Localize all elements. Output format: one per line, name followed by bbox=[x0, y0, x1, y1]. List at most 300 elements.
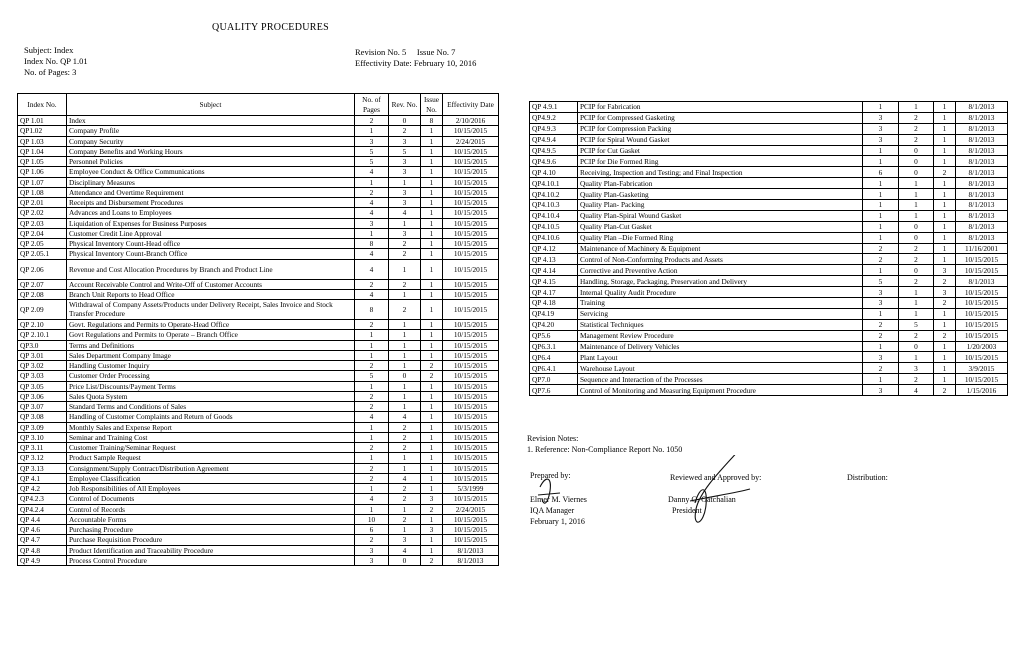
cell-subject: PCIP for Compressed Gasketing bbox=[578, 112, 863, 123]
cell-pages: 2 bbox=[863, 319, 899, 330]
table-row bbox=[530, 102, 1008, 113]
cell-issue: 1 bbox=[421, 218, 443, 228]
cell-date: 8/1/2013 bbox=[956, 134, 1008, 145]
cell-subject: Control of Monitoring and Measuring Equipment Procedure bbox=[578, 385, 863, 396]
cell-date: 8/1/2013 bbox=[956, 102, 1008, 113]
cell-pages: 1 bbox=[355, 330, 389, 340]
cell-pages: 1 bbox=[355, 126, 389, 136]
cell-issue: 2 bbox=[934, 298, 956, 309]
cell-rev: 2 bbox=[899, 112, 934, 123]
cell-rev: 2 bbox=[899, 254, 934, 265]
cell-index: QP5.6 bbox=[530, 330, 578, 341]
cell-date: 10/15/2015 bbox=[443, 494, 499, 504]
cell-index: QP4.10.4 bbox=[530, 210, 578, 221]
cell-rev: 3 bbox=[899, 363, 934, 374]
cell-rev: 2 bbox=[389, 300, 421, 320]
table-row bbox=[18, 167, 499, 177]
cell-issue: 1 bbox=[421, 249, 443, 259]
cell-issue: 1 bbox=[421, 157, 443, 167]
cell-subject: Receipts and Disbursement Procedures bbox=[67, 198, 355, 208]
cell-index: QP 1.07 bbox=[18, 177, 67, 187]
cell-index: QP6.4 bbox=[530, 352, 578, 363]
cell-index: QP4.10.2 bbox=[530, 189, 578, 200]
cell-pages: 5 bbox=[355, 371, 389, 381]
cell-date: 8/1/2013 bbox=[956, 156, 1008, 167]
cell-rev: 3 bbox=[389, 198, 421, 208]
cell-subject: Training bbox=[578, 298, 863, 309]
cell-date: 10/15/2015 bbox=[443, 361, 499, 371]
table-row bbox=[18, 494, 499, 504]
col-header-subject: Subject bbox=[67, 94, 355, 116]
cell-subject: Handling, Storage, Packaging, Preservation and Delivery bbox=[578, 276, 863, 287]
cell-issue: 1 bbox=[934, 363, 956, 374]
cell-pages: 1 bbox=[355, 350, 389, 360]
cell-rev: 3 bbox=[389, 187, 421, 197]
cell-index: QP 2.07 bbox=[18, 279, 67, 289]
cell-pages: 3 bbox=[863, 134, 899, 145]
cell-pages: 1 bbox=[355, 432, 389, 442]
table-row bbox=[18, 473, 499, 483]
cell-subject: Standard Terms and Conditions of Sales bbox=[67, 402, 355, 412]
cell-pages: 1 bbox=[863, 308, 899, 319]
cell-rev: 1 bbox=[899, 287, 934, 298]
table-row bbox=[530, 276, 1008, 287]
table-row bbox=[18, 432, 499, 442]
cell-subject: Control of Records bbox=[67, 504, 355, 514]
cell-pages: 4 bbox=[355, 167, 389, 177]
cell-pages: 1 bbox=[355, 422, 389, 432]
cell-rev: 2 bbox=[899, 134, 934, 145]
cell-subject: Govt Regulations and Permits to Operate – Branch Office bbox=[67, 330, 355, 340]
cell-date: 8/1/2013 bbox=[956, 276, 1008, 287]
cell-subject: Customer Training/Seminar Request bbox=[67, 443, 355, 453]
cell-subject: PCIP for Die Formed Ring bbox=[578, 156, 863, 167]
table-row bbox=[530, 123, 1008, 134]
cell-pages: 6 bbox=[863, 167, 899, 178]
cell-index: QP 3.02 bbox=[18, 361, 67, 371]
cell-pages: 10 bbox=[355, 514, 389, 524]
cell-subject: Employee Conduct & Office Communications bbox=[67, 167, 355, 177]
cell-date: 10/15/2015 bbox=[443, 187, 499, 197]
table-row bbox=[18, 443, 499, 453]
cell-rev: 1 bbox=[899, 178, 934, 189]
cell-index: QP 4.12 bbox=[530, 243, 578, 254]
cell-subject: Sales Department Company Image bbox=[67, 350, 355, 360]
table-row bbox=[530, 112, 1008, 123]
cell-pages: 2 bbox=[355, 463, 389, 473]
preparer-title: IQA Manager bbox=[530, 506, 575, 515]
cell-subject: Index bbox=[67, 116, 355, 126]
cell-date: 10/15/2015 bbox=[443, 228, 499, 238]
cell-date: 8/1/2013 bbox=[443, 545, 499, 555]
cell-rev: 3 bbox=[389, 167, 421, 177]
cell-pages: 2 bbox=[355, 320, 389, 330]
cell-issue: 1 bbox=[934, 210, 956, 221]
cell-date: 10/15/2015 bbox=[956, 254, 1008, 265]
cell-pages: 2 bbox=[863, 243, 899, 254]
cell-date: 10/15/2015 bbox=[443, 453, 499, 463]
cell-rev: 2 bbox=[389, 484, 421, 494]
cell-issue: 2 bbox=[421, 504, 443, 514]
cell-rev: 1 bbox=[389, 381, 421, 391]
cell-date: 10/15/2015 bbox=[443, 330, 499, 340]
cell-issue: 1 bbox=[421, 279, 443, 289]
table-row bbox=[530, 298, 1008, 309]
cell-rev: 0 bbox=[899, 156, 934, 167]
cell-subject: Handling Customer Inquiry bbox=[67, 361, 355, 371]
table-row bbox=[18, 371, 499, 381]
cell-issue: 1 bbox=[421, 381, 443, 391]
cell-rev: 2 bbox=[389, 279, 421, 289]
cell-date: 10/15/2015 bbox=[956, 265, 1008, 276]
table-row bbox=[530, 167, 1008, 178]
table-row bbox=[530, 385, 1008, 396]
cell-rev: 2 bbox=[899, 243, 934, 254]
cell-issue: 3 bbox=[421, 494, 443, 504]
cell-date: 10/15/2015 bbox=[443, 514, 499, 524]
revision-number: Revision No. 5 bbox=[355, 47, 407, 57]
cell-rev: 4 bbox=[389, 545, 421, 555]
table-row bbox=[18, 208, 499, 218]
cell-date: 8/1/2013 bbox=[956, 232, 1008, 243]
page-title: QUALITY PROCEDURES bbox=[212, 22, 329, 33]
cell-index: QP4.10.5 bbox=[530, 221, 578, 232]
cell-rev: 1 bbox=[899, 102, 934, 113]
cell-subject: Account Receivable Control and Write-Off of Customer Accounts bbox=[67, 279, 355, 289]
table-row bbox=[18, 249, 499, 259]
table-row bbox=[18, 218, 499, 228]
cell-issue: 2 bbox=[934, 276, 956, 287]
revision-notes bbox=[527, 433, 682, 455]
cell-subject: Purchasing Procedure bbox=[67, 525, 355, 535]
cell-rev: 1 bbox=[899, 200, 934, 211]
cell-date: 10/15/2015 bbox=[443, 402, 499, 412]
cell-index: QP 1.03 bbox=[18, 136, 67, 146]
cell-index: QP 3.03 bbox=[18, 371, 67, 381]
cell-pages: 3 bbox=[863, 385, 899, 396]
cell-issue: 2 bbox=[934, 385, 956, 396]
cell-index: QP 2.10.1 bbox=[18, 330, 67, 340]
cell-subject: Purchase Requisition Procedure bbox=[67, 535, 355, 545]
cell-issue: 3 bbox=[934, 265, 956, 276]
cell-date: 10/15/2015 bbox=[443, 177, 499, 187]
cell-rev: 0 bbox=[899, 221, 934, 232]
cell-issue: 1 bbox=[934, 308, 956, 319]
cell-rev: 0 bbox=[389, 116, 421, 126]
cell-subject: Employee Classification bbox=[67, 473, 355, 483]
cell-date: 10/15/2015 bbox=[443, 259, 499, 279]
table-row bbox=[18, 361, 499, 371]
cell-index: QP 2.04 bbox=[18, 228, 67, 238]
cell-rev: 5 bbox=[389, 146, 421, 156]
cell-subject: Warehouse Layout bbox=[578, 363, 863, 374]
cell-pages: 1 bbox=[863, 178, 899, 189]
cell-subject: Price List/Discounts/Payment Terms bbox=[67, 381, 355, 391]
cell-pages: 3 bbox=[355, 555, 389, 565]
cell-date: 10/15/2015 bbox=[956, 330, 1008, 341]
cell-date: 10/15/2015 bbox=[443, 289, 499, 299]
cell-date: 8/1/2013 bbox=[956, 210, 1008, 221]
cell-subject: Consignment/Supply Contract/Distribution Agreement bbox=[67, 463, 355, 473]
table-row bbox=[530, 232, 1008, 243]
cell-rev: 3 bbox=[389, 535, 421, 545]
revision-note-line: 1. Reference: Non-Compliance Report No. 1050 bbox=[527, 445, 683, 454]
cell-index: QP6.3.1 bbox=[530, 341, 578, 352]
cell-index: QP 4.17 bbox=[530, 287, 578, 298]
cell-subject: Control of Non-Conforming Products and Assets bbox=[578, 254, 863, 265]
cell-date: 10/15/2015 bbox=[443, 157, 499, 167]
cell-pages: 3 bbox=[355, 218, 389, 228]
cell-pages: 2 bbox=[355, 473, 389, 483]
col-header-rev: Rev. No. bbox=[389, 94, 421, 116]
cell-date: 10/15/2015 bbox=[956, 287, 1008, 298]
cell-index: QP 4.14 bbox=[530, 265, 578, 276]
cell-date: 10/15/2015 bbox=[443, 208, 499, 218]
cell-index: QP6.4.1 bbox=[530, 363, 578, 374]
cell-pages: 6 bbox=[355, 525, 389, 535]
cell-rev: 1 bbox=[389, 259, 421, 279]
cell-index: QP 3.12 bbox=[18, 453, 67, 463]
cell-rev: 2 bbox=[389, 239, 421, 249]
cell-pages: 1 bbox=[863, 341, 899, 352]
cell-subject: Quality Plan-Gasketing bbox=[578, 189, 863, 200]
cell-rev: 1 bbox=[389, 361, 421, 371]
table-row bbox=[18, 157, 499, 167]
cell-subject: Product Sample Request bbox=[67, 453, 355, 463]
cell-issue: 1 bbox=[421, 198, 443, 208]
cell-index: QP 4.15 bbox=[530, 276, 578, 287]
table-row bbox=[530, 265, 1008, 276]
cell-date: 10/15/2015 bbox=[443, 422, 499, 432]
table-row bbox=[530, 363, 1008, 374]
table-row bbox=[530, 287, 1008, 298]
cell-pages: 3 bbox=[863, 298, 899, 309]
table-row bbox=[530, 352, 1008, 363]
cell-pages: 3 bbox=[863, 123, 899, 134]
cell-date: 8/1/2013 bbox=[443, 555, 499, 565]
cell-rev: 2 bbox=[389, 432, 421, 442]
cell-date: 2/24/2015 bbox=[443, 504, 499, 514]
preparer-signature bbox=[538, 479, 560, 503]
cell-rev: 1 bbox=[389, 504, 421, 514]
cell-issue: 1 bbox=[421, 422, 443, 432]
cell-date: 10/15/2015 bbox=[443, 535, 499, 545]
cell-subject: Withdrawal of Company Assets/Products under Delivery Receipt, Sales Invoice and Stock Transfer Procedure bbox=[67, 300, 355, 320]
cell-pages: 4 bbox=[355, 208, 389, 218]
cell-rev: 1 bbox=[899, 352, 934, 363]
cell-rev: 1 bbox=[389, 402, 421, 412]
cell-rev: 1 bbox=[899, 189, 934, 200]
cell-subject: Quality Plan –Die Formed Ring bbox=[578, 232, 863, 243]
cell-subject: Quality Plan-Cut Gasket bbox=[578, 221, 863, 232]
table-row bbox=[18, 279, 499, 289]
cell-pages: 1 bbox=[355, 177, 389, 187]
cell-index: QP 2.05 bbox=[18, 239, 67, 249]
cell-subject: Customer Order Processing bbox=[67, 371, 355, 381]
cell-date: 10/15/2015 bbox=[443, 239, 499, 249]
cell-pages: 5 bbox=[355, 146, 389, 156]
table-row bbox=[18, 146, 499, 156]
cell-index: QP 2.03 bbox=[18, 218, 67, 228]
cell-issue: 2 bbox=[421, 555, 443, 565]
cell-subject: Quality Plan-Fabrication bbox=[578, 178, 863, 189]
table-row bbox=[530, 210, 1008, 221]
cell-rev: 3 bbox=[389, 157, 421, 167]
cell-issue: 1 bbox=[421, 473, 443, 483]
table-row bbox=[530, 319, 1008, 330]
cell-issue: 1 bbox=[421, 167, 443, 177]
cell-pages: 2 bbox=[355, 279, 389, 289]
cell-index: QP 2.09 bbox=[18, 300, 67, 320]
cell-index: QP4.19 bbox=[530, 308, 578, 319]
table-row bbox=[18, 525, 499, 535]
cell-subject: Handling of Customer Complaints and Return of Goods bbox=[67, 412, 355, 422]
cell-rev: 2 bbox=[389, 494, 421, 504]
table-row bbox=[18, 535, 499, 545]
cell-date: 10/15/2015 bbox=[443, 300, 499, 320]
cell-rev: 2 bbox=[899, 276, 934, 287]
table-row bbox=[18, 484, 499, 494]
table-row bbox=[18, 463, 499, 473]
cell-date: 10/15/2015 bbox=[443, 463, 499, 473]
cell-rev: 1 bbox=[899, 308, 934, 319]
cell-date: 10/15/2015 bbox=[443, 525, 499, 535]
cell-date: 8/1/2013 bbox=[956, 200, 1008, 211]
cell-subject: Sequence and Interaction of the Processes bbox=[578, 374, 863, 385]
cell-index: QP 4.7 bbox=[18, 535, 67, 545]
cell-subject: Internal Quality Audit Procedure bbox=[578, 287, 863, 298]
cell-issue: 8 bbox=[421, 116, 443, 126]
effectivity-date: Effectivity Date: February 10, 2016 bbox=[355, 58, 477, 68]
table-row bbox=[530, 243, 1008, 254]
cell-issue: 1 bbox=[421, 136, 443, 146]
cell-rev: 1 bbox=[899, 210, 934, 221]
cell-date: 10/15/2015 bbox=[443, 249, 499, 259]
cell-subject: Maintenance of Machinery & Equipment bbox=[578, 243, 863, 254]
cell-subject: Company Profile bbox=[67, 126, 355, 136]
approver-signature bbox=[690, 455, 750, 522]
cell-date: 10/15/2015 bbox=[443, 320, 499, 330]
issue-number: Issue No. 7 bbox=[416, 47, 456, 57]
cell-date: 10/15/2015 bbox=[443, 350, 499, 360]
cell-issue: 1 bbox=[421, 320, 443, 330]
cell-issue: 1 bbox=[421, 177, 443, 187]
table-header-row bbox=[18, 94, 499, 116]
cell-rev: 1 bbox=[389, 453, 421, 463]
table-row bbox=[530, 200, 1008, 211]
cell-subject: Revenue and Cost Allocation Procedures by Branch and Product Line bbox=[67, 259, 355, 279]
approved-by-label: Reviewed and Approved by: bbox=[670, 473, 762, 482]
cell-issue: 1 bbox=[421, 453, 443, 463]
cell-subject: PCIP for Fabrication bbox=[578, 102, 863, 113]
cell-index: QP 2.06 bbox=[18, 259, 67, 279]
cell-index: QP 2.05.1 bbox=[18, 249, 67, 259]
cell-date: 10/15/2015 bbox=[956, 374, 1008, 385]
cell-issue: 1 bbox=[934, 374, 956, 385]
table-row bbox=[530, 254, 1008, 265]
cell-subject: PCIP for Cut Gasket bbox=[578, 145, 863, 156]
table-row bbox=[18, 239, 499, 249]
cell-pages: 3 bbox=[355, 545, 389, 555]
cell-pages: 2 bbox=[355, 535, 389, 545]
cell-pages: 1 bbox=[863, 102, 899, 113]
prepared-by-label: Prepared by: bbox=[530, 471, 571, 480]
cell-subject: Quality Plan- Packing bbox=[578, 200, 863, 211]
cell-index: QP 3.01 bbox=[18, 350, 67, 360]
cell-issue: 2 bbox=[421, 361, 443, 371]
table-row bbox=[530, 178, 1008, 189]
cell-pages: 1 bbox=[863, 221, 899, 232]
cell-date: 8/1/2013 bbox=[956, 189, 1008, 200]
cell-index: QP 4.8 bbox=[18, 545, 67, 555]
cell-pages: 1 bbox=[863, 145, 899, 156]
cell-issue: 2 bbox=[934, 330, 956, 341]
cell-issue: 1 bbox=[421, 545, 443, 555]
pages-line: No. of Pages: 3 bbox=[24, 67, 77, 77]
cell-issue: 1 bbox=[934, 352, 956, 363]
cell-pages: 1 bbox=[355, 453, 389, 463]
table-row bbox=[18, 545, 499, 555]
cell-date: 10/15/2015 bbox=[443, 126, 499, 136]
col-header-index: Index No. bbox=[18, 94, 67, 116]
cell-index: QP4.9.4 bbox=[530, 134, 578, 145]
cell-date: 10/15/2015 bbox=[443, 167, 499, 177]
cell-date: 10/15/2015 bbox=[443, 279, 499, 289]
cell-issue: 2 bbox=[934, 167, 956, 178]
cell-issue: 1 bbox=[421, 126, 443, 136]
table-row bbox=[18, 340, 499, 350]
cell-issue: 1 bbox=[934, 189, 956, 200]
cell-rev: 1 bbox=[389, 350, 421, 360]
cell-date: 10/15/2015 bbox=[956, 308, 1008, 319]
cell-subject: Branch Unit Reports to Head Office bbox=[67, 289, 355, 299]
cell-index: QP 1.05 bbox=[18, 157, 67, 167]
cell-rev: 1 bbox=[389, 289, 421, 299]
cell-pages: 4 bbox=[355, 259, 389, 279]
cell-index: QP4.10.6 bbox=[530, 232, 578, 243]
cell-date: 10/15/2015 bbox=[956, 352, 1008, 363]
cell-index: QP7.6 bbox=[530, 385, 578, 396]
cell-rev: 2 bbox=[389, 514, 421, 524]
cell-pages: 1 bbox=[355, 504, 389, 514]
cell-index: QP 4.1 bbox=[18, 473, 67, 483]
table-row bbox=[18, 422, 499, 432]
cell-index: QP 2.01 bbox=[18, 198, 67, 208]
cell-pages: 5 bbox=[355, 157, 389, 167]
cell-pages: 2 bbox=[355, 187, 389, 197]
cell-index: QP 2.02 bbox=[18, 208, 67, 218]
cell-index: QP 4.10 bbox=[530, 167, 578, 178]
cell-issue: 1 bbox=[934, 112, 956, 123]
table-row bbox=[18, 126, 499, 136]
cell-subject: Management Review Procedure bbox=[578, 330, 863, 341]
cell-index: QP 4.9.1 bbox=[530, 102, 578, 113]
cell-rev: 4 bbox=[389, 208, 421, 218]
cell-pages: 4 bbox=[355, 198, 389, 208]
cell-date: 8/1/2013 bbox=[956, 112, 1008, 123]
cell-issue: 1 bbox=[421, 443, 443, 453]
cell-subject: Servicing bbox=[578, 308, 863, 319]
cell-pages: 1 bbox=[355, 340, 389, 350]
cell-rev: 0 bbox=[899, 167, 934, 178]
cell-date: 10/15/2015 bbox=[443, 473, 499, 483]
cell-subject: Liquidation of Expenses for Business Purposes bbox=[67, 218, 355, 228]
cell-index: QP7.0 bbox=[530, 374, 578, 385]
cell-subject: PCIP for Compression Packing bbox=[578, 123, 863, 134]
cell-index: QP 3.08 bbox=[18, 412, 67, 422]
cell-index: QP4.10.1 bbox=[530, 178, 578, 189]
table-row bbox=[18, 177, 499, 187]
